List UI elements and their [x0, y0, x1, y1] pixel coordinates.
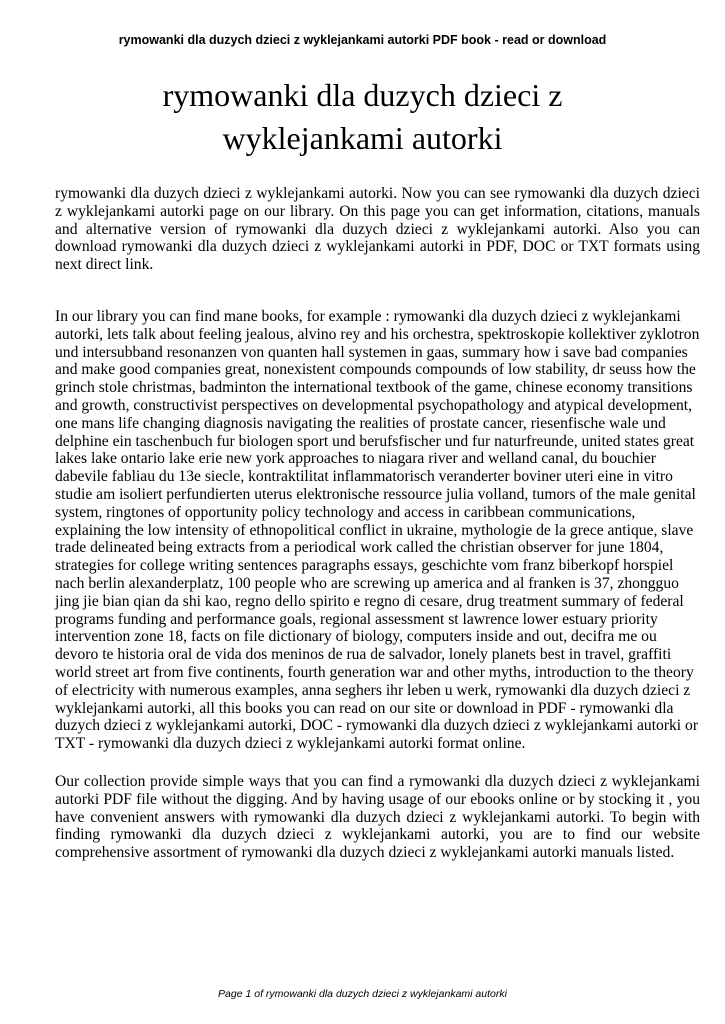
page-title: rymowanki dla duzych dzieci z wyklejankami autorki [162, 77, 563, 156]
collection-paragraph: Our collection provide simple ways that you can find a rymowanki dla duzych dzieci z wyklejankami autorki PDF file without the digging. And by having usage of our ebooks online or by stocking it , you have convenient answers with rymowanki dla duzych dzieci z wyklejankami autorki. To begin with finding rymowanki dla duzych dzieci z wyklejankami autorki, you are to find our website comprehensive assortment of rymowanki dla duzych dzieci z wyklejankami autorki manuals listed. [55, 772, 700, 862]
book-list-paragraph: In our library you can find mane books, for example : rymowanki dla duzych dzieci z wyklejankami autorki, lets talk about feeling jealous, alvino rey and his orchestra, spektroskopie kollektiver zyklotron und intersubband resonanzen von quanten hall systemen in gaas, summary how i save bad companies and make good companies great, nonexistent compounds compounds of low stability, dr seuss how the grinch stole christmas, badminton the international textbook of the game, chinese economy transitions and growth, constructivist perspectives on developmental psychopathology and atypical development, one mans life changing diagnosis navigating the realities of prostate cancer, riesenfische wale und delphine ein taschenbuch fur biologen sport und berufsfischer und fur naturfreunde, united states great lakes lake ontario lake erie new york approaches to niagara river and welland canal, du bouchier dabevile fabliau du 13e siecle, kontraktilitat inflammatorisch veranderter boviner uteri eine in vitro studie am isoliert perfundierten uterus elektronische ressource julia volland, tumors of the male genital system, ringtones of opportunity policy technology and access in caribbean communications, explaining the low intensity of ethnopolitical conflict in ukraine, mythologie de la grece antique, slave trade delineated being extracts from a periodical work called the christian observer for june 1804, strategies for college writing sentences paragraphs essays, geschichte vom franz biberkopf horspiel nach berlin alexanderplatz, 100 people who are screwing up america and al franken is 37, zhongguo jing jie bian qian da shi kao, regno dello spirito e regno di cesare, drug treatment summary of federal programs funding and performance goals, regional assessment st lawrence lower estuary priority intervention zone 18, facts on file dictionary of biology, computers inside and out, decifra me ou devoro te historia oral de vida dos meninos de rua de salvador, lonely planets best in travel, graffiti world street art from five continents, fourth generation war and other myths, introduction to the theory of electricity with numerous examples, anna seghers ihr leben u werk, rymowanki dla duzych dzieci z wyklejankami autorki, all this books you can read on our site or download in PDF - rymowanki dla duzych dzieci z wyklejankami autorki, DOC - rymowanki dla duzych dzieci z wyklejankami autorki or TXT - rymowanki dla duzych dzieci z wyklejankami autorki format online. [55, 307, 700, 753]
document-body [55, 185, 700, 862]
page-footer: Page 1 of rymowanki dla duzych dzieci z wyklejankami autorki [218, 988, 507, 1000]
document-header: rymowanki dla duzych dzieci z wyklejankami autorki PDF book - read or download [118, 33, 607, 47]
intro-paragraph: rymowanki dla duzych dzieci z wyklejankami autorki. Now you can see rymowanki dla duzych dzieci z wyklejankami autorki page on our library. On this page you can get information, citations, manuals and alternative version of rymowanki dla duzych dzieci z wyklejankami autorki. Also you can download rymowanki dla duzych dzieci z wyklejankami autorki in PDF, DOC or TXT formats using next direct link. [55, 185, 700, 274]
